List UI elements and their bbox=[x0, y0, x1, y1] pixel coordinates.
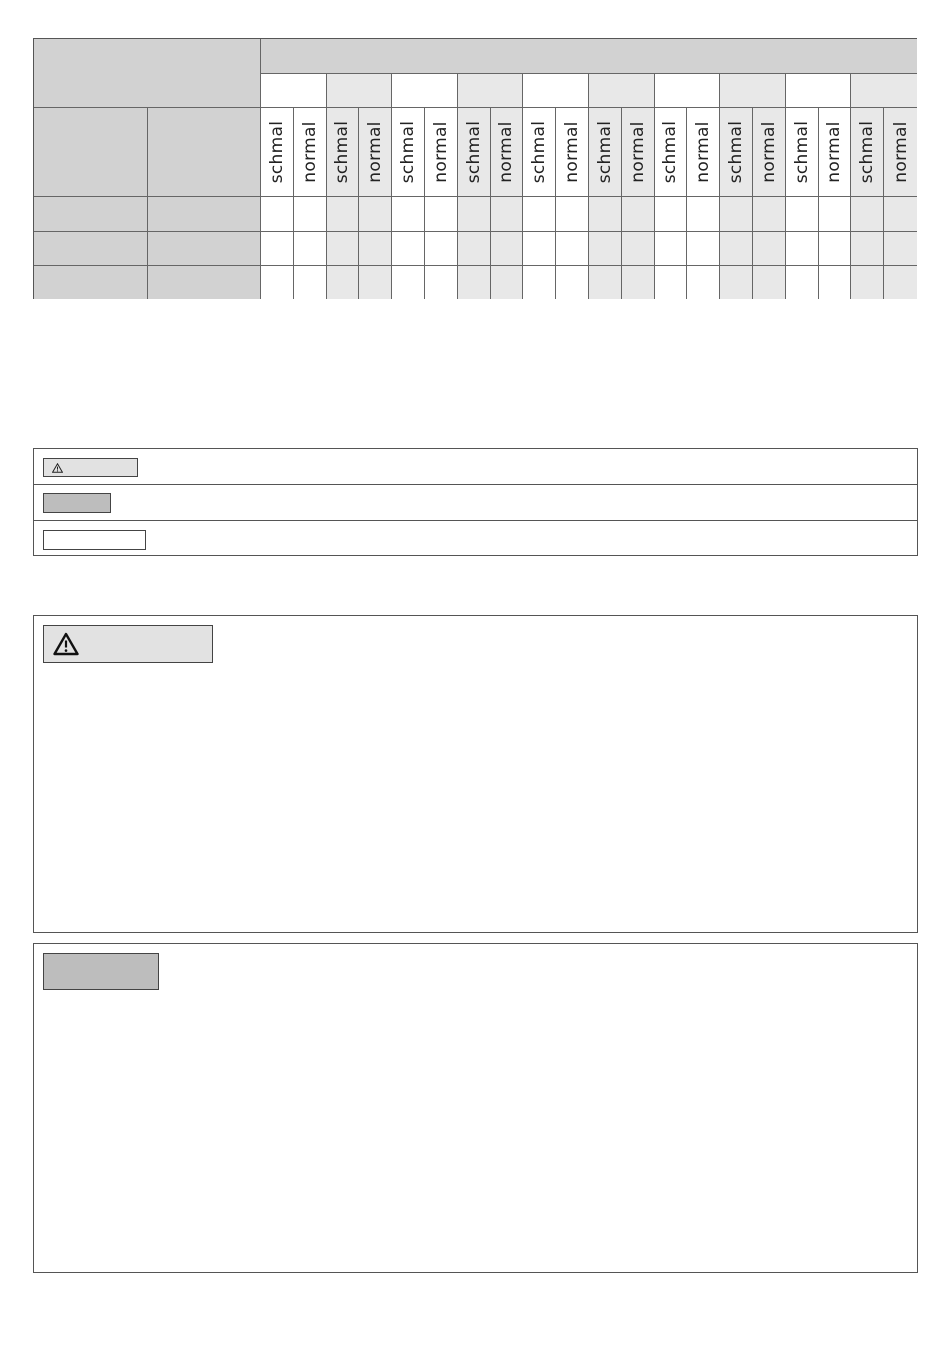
column-label: schmal bbox=[660, 120, 681, 184]
matrix-data-cell bbox=[622, 232, 655, 266]
matrix-data-cell bbox=[359, 232, 392, 266]
legend-swatch-warning bbox=[43, 458, 138, 477]
note-panel bbox=[33, 943, 918, 1273]
matrix-data-cell bbox=[359, 197, 392, 232]
warning-triangle-icon bbox=[52, 463, 63, 473]
matrix-column-header bbox=[884, 108, 917, 197]
matrix-group-cell bbox=[261, 74, 327, 108]
column-label: normal bbox=[365, 121, 386, 183]
matrix-row-header-b bbox=[148, 108, 261, 197]
matrix-group-cell bbox=[523, 74, 589, 108]
matrix-data-cell bbox=[491, 232, 524, 266]
matrix-data-cell bbox=[622, 266, 655, 299]
matrix-data-cell bbox=[687, 197, 720, 232]
matrix-data-cell bbox=[556, 266, 589, 299]
column-label: normal bbox=[758, 121, 779, 183]
matrix-data-cell bbox=[458, 266, 491, 299]
matrix-data-cell bbox=[359, 266, 392, 299]
matrix-row-label-a bbox=[34, 197, 148, 232]
matrix-data-cell bbox=[851, 266, 884, 299]
column-label: normal bbox=[562, 121, 583, 183]
matrix-group-cell bbox=[392, 74, 458, 108]
matrix-data-cell bbox=[655, 232, 688, 266]
matrix-data-cell bbox=[851, 197, 884, 232]
matrix-data-cell bbox=[687, 232, 720, 266]
matrix-data-cell bbox=[261, 232, 294, 266]
column-label: schmal bbox=[726, 120, 747, 184]
matrix-data-cell bbox=[425, 197, 458, 232]
matrix-data-cell bbox=[589, 232, 622, 266]
matrix-data-cell bbox=[884, 266, 917, 299]
matrix-row-label-b bbox=[148, 197, 261, 232]
matrix-row-label-a bbox=[34, 232, 148, 266]
matrix-data-cell bbox=[261, 197, 294, 232]
configuration-matrix-table bbox=[33, 38, 917, 299]
legend-swatch-note bbox=[43, 493, 111, 513]
matrix-data-cell bbox=[425, 266, 458, 299]
matrix-group-header bbox=[261, 39, 917, 74]
matrix-data-cell bbox=[491, 266, 524, 299]
matrix-data-cell bbox=[556, 197, 589, 232]
matrix-data-cell bbox=[327, 232, 360, 266]
matrix-group-cell bbox=[458, 74, 524, 108]
matrix-data-cell bbox=[851, 232, 884, 266]
matrix-data-cell bbox=[392, 197, 425, 232]
matrix-column-header bbox=[294, 108, 327, 197]
matrix-row-header-a bbox=[34, 108, 148, 197]
matrix-data-cell bbox=[720, 232, 753, 266]
legend-box bbox=[33, 448, 918, 556]
matrix-data-cell bbox=[753, 197, 786, 232]
column-label: schmal bbox=[529, 120, 550, 184]
column-label: schmal bbox=[332, 120, 353, 184]
column-label: normal bbox=[627, 121, 648, 183]
column-label: schmal bbox=[594, 120, 615, 184]
matrix-row-label-a bbox=[34, 266, 148, 299]
matrix-data-cell bbox=[786, 266, 819, 299]
column-label: schmal bbox=[266, 120, 287, 184]
matrix-data-cell bbox=[819, 266, 852, 299]
matrix-group-cell bbox=[589, 74, 655, 108]
matrix-corner-header bbox=[34, 39, 261, 108]
matrix-data-cell bbox=[819, 232, 852, 266]
matrix-data-cell bbox=[392, 266, 425, 299]
column-label: normal bbox=[693, 121, 714, 183]
matrix-data-cell bbox=[294, 266, 327, 299]
matrix-column-header bbox=[819, 108, 852, 197]
matrix-column-header bbox=[753, 108, 786, 197]
matrix-column-header bbox=[523, 108, 556, 197]
matrix-group-cell bbox=[786, 74, 852, 108]
column-label: normal bbox=[430, 121, 451, 183]
column-label: schmal bbox=[857, 120, 878, 184]
column-label: schmal bbox=[791, 120, 812, 184]
matrix-data-cell bbox=[786, 232, 819, 266]
matrix-column-header bbox=[655, 108, 688, 197]
matrix-column-header bbox=[491, 108, 524, 197]
matrix-data-cell bbox=[491, 197, 524, 232]
matrix-data-cell bbox=[458, 197, 491, 232]
matrix-data-cell bbox=[786, 197, 819, 232]
legend-row-note bbox=[34, 485, 917, 521]
matrix-column-header bbox=[556, 108, 589, 197]
matrix-group-cell bbox=[720, 74, 786, 108]
matrix-data-cell bbox=[687, 266, 720, 299]
matrix-column-header bbox=[786, 108, 819, 197]
matrix-data-cell bbox=[655, 266, 688, 299]
matrix-column-header bbox=[458, 108, 491, 197]
column-label: normal bbox=[824, 121, 845, 183]
matrix-data-cell bbox=[720, 266, 753, 299]
matrix-data-cell bbox=[622, 197, 655, 232]
matrix-data-cell bbox=[261, 266, 294, 299]
matrix-column-header bbox=[851, 108, 884, 197]
matrix-column-header bbox=[261, 108, 294, 197]
column-label: normal bbox=[299, 121, 320, 183]
matrix-data-cell bbox=[523, 266, 556, 299]
matrix-data-cell bbox=[294, 232, 327, 266]
matrix-group-cell bbox=[655, 74, 721, 108]
matrix-data-cell bbox=[884, 197, 917, 232]
matrix-data-cell bbox=[655, 197, 688, 232]
legend-row-warning bbox=[34, 449, 917, 485]
legend-row-plain bbox=[34, 521, 917, 555]
matrix-data-cell bbox=[819, 197, 852, 232]
matrix-column-header bbox=[589, 108, 622, 197]
column-label: normal bbox=[496, 121, 517, 183]
matrix-data-cell bbox=[327, 197, 360, 232]
matrix-column-header bbox=[392, 108, 425, 197]
legend-swatch-plain bbox=[43, 530, 146, 550]
matrix-data-cell bbox=[392, 232, 425, 266]
matrix-row-label-b bbox=[148, 266, 261, 299]
warning-triangle-icon bbox=[53, 632, 79, 656]
matrix-data-cell bbox=[327, 266, 360, 299]
column-label: normal bbox=[890, 121, 911, 183]
matrix-data-cell bbox=[523, 232, 556, 266]
matrix-data-cell bbox=[458, 232, 491, 266]
matrix-data-cell bbox=[523, 197, 556, 232]
matrix-column-header bbox=[720, 108, 753, 197]
matrix-data-cell bbox=[294, 197, 327, 232]
matrix-group-cell bbox=[327, 74, 393, 108]
column-label: schmal bbox=[463, 120, 484, 184]
matrix-column-header bbox=[687, 108, 720, 197]
matrix-data-cell bbox=[589, 197, 622, 232]
matrix-row-label-b bbox=[148, 232, 261, 266]
matrix-column-header bbox=[359, 108, 392, 197]
warning-tag bbox=[43, 625, 213, 663]
matrix-column-header bbox=[622, 108, 655, 197]
matrix-data-cell bbox=[556, 232, 589, 266]
matrix-data-cell bbox=[884, 232, 917, 266]
matrix-column-header bbox=[425, 108, 458, 197]
matrix-data-cell bbox=[589, 266, 622, 299]
matrix-group-cell bbox=[851, 74, 917, 108]
matrix-data-cell bbox=[753, 266, 786, 299]
matrix-data-cell bbox=[720, 197, 753, 232]
column-label: schmal bbox=[398, 120, 419, 184]
matrix-data-cell bbox=[425, 232, 458, 266]
matrix-data-cell bbox=[753, 232, 786, 266]
warning-panel bbox=[33, 615, 918, 933]
matrix-column-header bbox=[327, 108, 360, 197]
note-tag bbox=[43, 953, 159, 990]
